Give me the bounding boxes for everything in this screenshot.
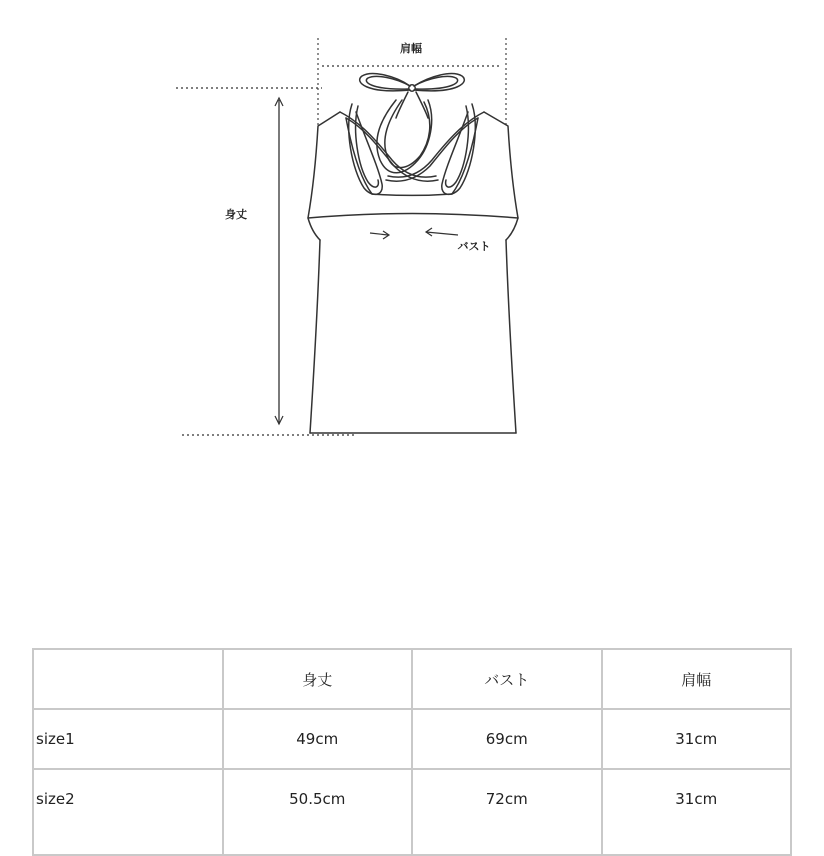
row-size-label: size2 [33, 769, 223, 855]
size-chart-table [32, 648, 792, 856]
row-size-label: size1 [33, 709, 223, 769]
header-cell-bust: バスト [412, 649, 602, 709]
shoulder-width-label: 肩幅 [400, 42, 422, 55]
cell-length: 50.5cm [223, 769, 413, 855]
length-label: 身丈 [225, 208, 247, 221]
length-guide [176, 88, 356, 435]
cell-shoulder: 31cm [602, 769, 792, 855]
cell-bust: 72cm [412, 769, 602, 855]
header-cell-length: 身丈 [223, 649, 413, 709]
table-row [33, 709, 791, 769]
header-cell-shoulder: 肩幅 [602, 649, 792, 709]
bust-guide [370, 228, 458, 239]
header-cell-blank [33, 649, 223, 709]
tank-top-outline [308, 112, 518, 433]
cell-bust: 69cm [412, 709, 602, 769]
table-row [33, 769, 791, 855]
cell-shoulder: 31cm [602, 709, 792, 769]
bust-label: バスト [457, 240, 491, 253]
table-header-row [33, 649, 791, 709]
cell-length: 49cm [223, 709, 413, 769]
